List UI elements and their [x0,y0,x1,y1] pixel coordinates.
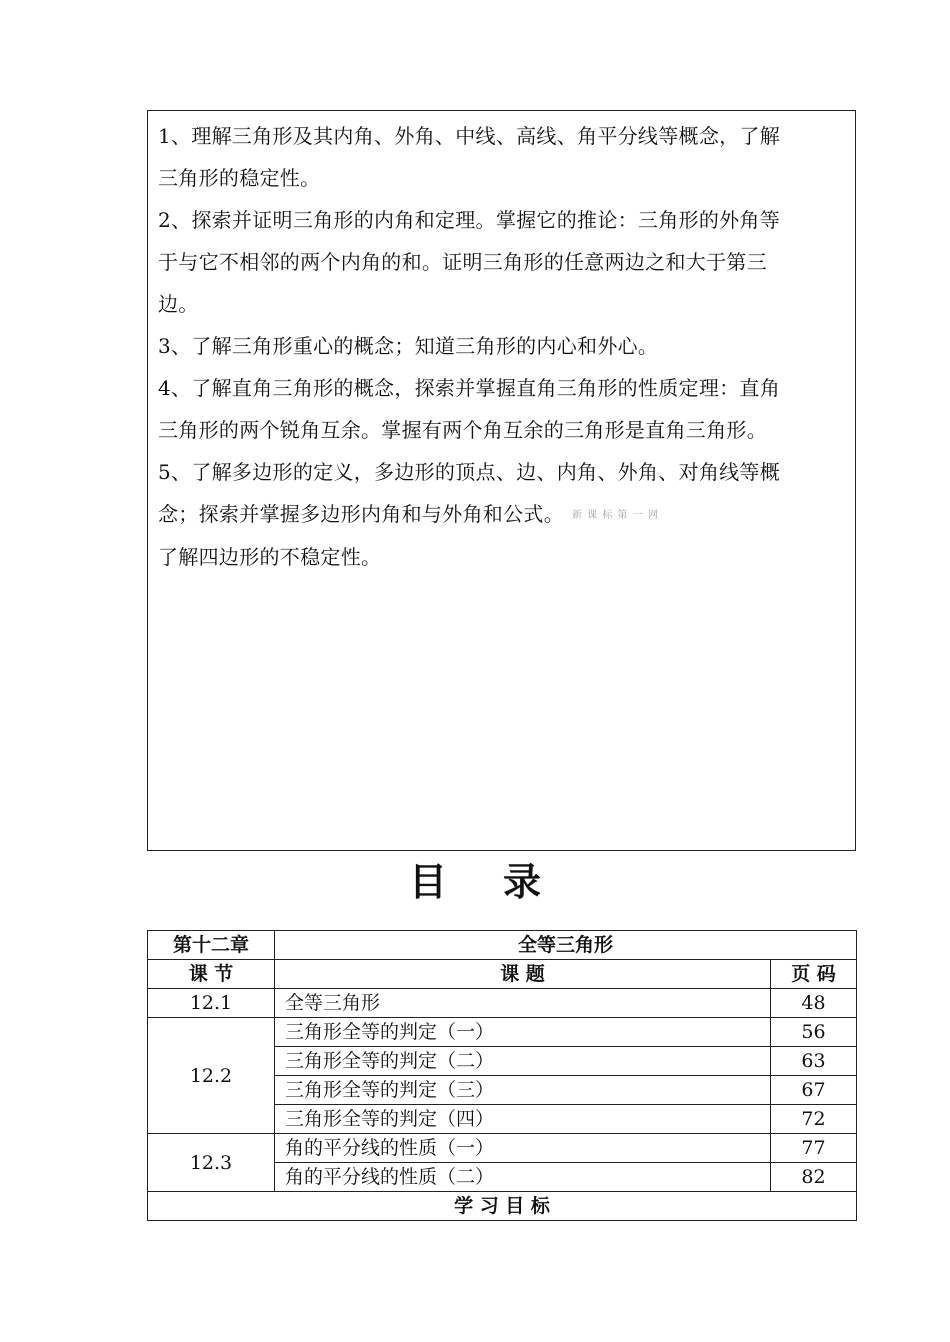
table-row [148,989,857,1018]
section-number: 12.1 [148,989,275,1018]
chapter-row [148,931,857,960]
header-page: 页 码 [771,960,857,989]
objective-line: 4、了解直角三角形的概念，探索并掌握直角三角形的性质定理：直角 [158,376,781,400]
header-topic: 课 题 [275,960,771,989]
chapter-title: 全等三角形 [275,931,857,960]
table-row [148,1018,857,1047]
objective-line: 5、了解多边形的定义，多边形的顶点、边、内角、外角、对角线等概 [158,460,781,484]
toc-table [147,930,857,1221]
section-number: 12.3 [148,1134,275,1192]
topic-cell: 三角形全等的判定（三） [275,1076,771,1105]
page-cell: 63 [771,1047,857,1076]
objective-line: 边。 [158,292,199,316]
topic-cell: 全等三角形 [275,989,771,1018]
toc-title-char: 录 [503,860,542,904]
objective-line: 三角形的两个锐角互余。掌握有两个角互余的三角形是直角三角形。 [158,418,767,442]
toc-title [0,852,950,912]
page-cell: 82 [771,1163,857,1192]
topic-cell: 三角形全等的判定（一） [275,1018,771,1047]
page-cell: 77 [771,1134,857,1163]
objective-line-with-watermark [158,493,845,537]
page-cell: 48 [771,989,857,1018]
header-section: 课 节 [148,960,275,989]
objective-line: 于与它不相邻的两个内角的和。证明三角形的任意两边之和大于第三 [158,250,767,274]
toc-title-char: 目 [408,860,447,904]
topic-cell: 三角形全等的判定（四） [275,1105,771,1134]
chapter-label: 第十二章 [148,931,275,960]
page-cell: 56 [771,1018,857,1047]
topic-cell: 角的平分线的性质（二） [275,1163,771,1192]
topic-cell: 角的平分线的性质（一） [275,1134,771,1163]
watermark-text: 新 课 标 第 一 网 [572,509,659,521]
objective-line: 3、了解三角形重心的概念；知道三角形的内心和外心。 [158,334,659,358]
objective-text: 念；探索并掌握多边形内角和与外角和公式。 [158,502,564,526]
section-number: 12.2 [148,1018,275,1134]
learning-objectives-box [147,110,856,851]
objective-line: 2、探索并证明三角形的内角和定理。掌握它的推论：三角形的外角等 [158,208,781,232]
table-row [148,1134,857,1163]
learning-goals-label: 学 习 目 标 [148,1192,857,1221]
footer-row [148,1192,857,1221]
objective-line: 三角形的稳定性。 [158,166,321,190]
objective-line: 了解四边形的不稳定性。 [158,544,382,569]
objective-line: 1、理解三角形及其内角、外角、中线、高线、角平分线等概念，了解 [158,124,781,148]
page-cell: 67 [771,1076,857,1105]
topic-cell: 三角形全等的判定（二） [275,1047,771,1076]
page-cell: 72 [771,1105,857,1134]
header-row [148,960,857,989]
